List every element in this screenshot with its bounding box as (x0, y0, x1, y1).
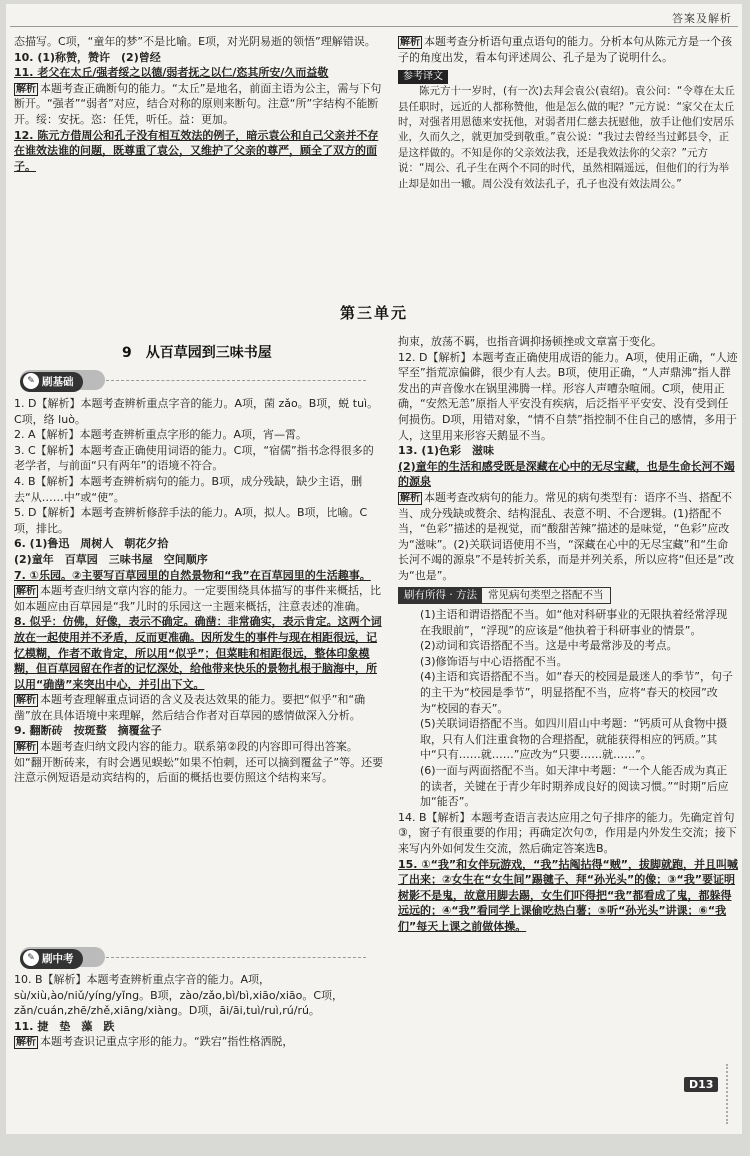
analysis-label: 解析 (16, 586, 36, 598)
method-box-label: 刷有所得 · 方法 (399, 588, 482, 604)
method-box-header (398, 587, 738, 605)
answer-text: 15. ①“我”和女伴玩游戏，“我”拈阄拈得“贼”，拔脚就跑，并且叫喊了出来；②女生在“女生间”踢毽子、拜“孙光头”的像；③“我”要证明树影不是鬼，故意用脚去踢，女生们吓得把“我”都看成了鬼，都躲得远远的；④“我”看同学上课偷吃热白薯；⑤听“孙光头”讲课；⑥“我们”每天上课之前做体操。 (398, 857, 739, 933)
answer-paragraph (14, 723, 384, 739)
answer-text: 本题考查理解重点词语的含义及表达效果的能力。要把“似乎”和“确凿”放在具体语境中来理解，然后结合作者对百草园的感情做深入分析。 (14, 693, 366, 722)
answer-text: (4)主语和宾语搭配不当。如“春天的校园是最迷人的季节”，句子的主干为“校园是季节”，明显搭配不当，应将“春天的校园”改为“校园的春天”。 (420, 670, 733, 715)
pencil-icon: ✎ (22, 372, 40, 390)
left-column-basic (14, 396, 384, 786)
answer-paragraph (14, 568, 384, 584)
analysis-label: 解析 (16, 742, 36, 754)
section-exam-label: 刷中考 (20, 949, 83, 969)
answer-paragraph (14, 443, 384, 474)
lesson-title: 9 从百草园到三味书屋 (122, 345, 272, 361)
answer-text: 11. 老父在太丘/强者绥之以德/弱者抚之以仁/恣其所安/久而益敬 (14, 66, 329, 80)
answer-paragraph (398, 763, 738, 810)
answer-paragraph (14, 972, 384, 1019)
section-basic-ribbon (20, 370, 105, 390)
answer-text: (3)修饰语与中心语搭配不当。 (420, 654, 568, 668)
section-exam-ribbon (20, 947, 105, 967)
answer-paragraph (14, 505, 384, 536)
answer-text: 4. B【解析】本题考查辨析病句的能力。B项，成分残缺，缺少主语，删去“从……中”或“使”。 (14, 474, 363, 504)
answer-text: 12. D【解析】本题考查正确使用成语的能力。A项，使用正确，“人迹罕至”指荒凉偏僻，很少有人去。B项，使用正确，“人声鼎沸”指人群发出的声音像水在锅里沸腾一样。形容人声嘈杂喧闹。C项，使用正确，“安然无恙”原指人平安没有疾病，后泛指平平安安、没有受到任何损伤。D项，用错对象，“情不自禁”指控制不住自己的感情，多用于人，这里用来形容天鹅显不当。 (398, 350, 738, 442)
answer-paragraph (398, 638, 738, 654)
answer-paragraph (14, 1019, 384, 1035)
answer-paragraph (14, 739, 384, 786)
analysis-label: 解析 (16, 695, 36, 707)
right-column-lower (398, 334, 738, 935)
answer-paragraph (14, 1034, 384, 1050)
answer-text: 9. 翻断砖 按斑蝥 摘覆盆子 (14, 724, 162, 738)
page-number: D13 (684, 1077, 718, 1092)
answer-paragraph (398, 654, 738, 670)
answer-text: 14. B【解析】本题考查语言表达应用之句子排序的能力。先确定首句③，窗子有很重要的作用；再确定次句⑦，作用是内外发生交流；接下来写内外如何发生交流，然后确定答案选B。 (398, 810, 737, 855)
answer-text: (2)童年的生活和感受既是深藏在心中的无尽宝藏，也是生命长河不竭的源泉 (398, 459, 735, 489)
answer-text: 本题考查识记重点字形的能力。“跌宕”指性格洒脱， (40, 1035, 294, 1049)
right-column-top (398, 34, 738, 192)
section-basic-label: 刷基础 (20, 372, 83, 392)
page (6, 4, 742, 1134)
unit-title: 第三单元 (339, 304, 408, 322)
answer-text: 本题考查归纳文段内容的能力。联系第②段的内容即可得出答案。如“翻开断砖来，有时会遇见蜈蚣”如果不怕刺，还可以摘到覆盆子”等。还要注意示例短语是动宾结构的，后面的概括也要仿照这个结构来写。 (14, 740, 384, 785)
analysis-label: 解析 (16, 1037, 36, 1049)
answer-paragraph (398, 716, 738, 763)
answer-text: (1)主语和谓语搭配不当。如“他对科研事业的无限执着经常浮现在我眼前”，“浮现”的应该是“他执着于科研事业的情景”。 (420, 608, 728, 637)
answer-text: 10. B【解析】本题考查辨析重点字音的能力。A项，sù/xiù,ào/niǔ/yíng/yǐng。B项，zào/zǎo,bì/bì,xiāo/xiāo。C项，zǎn/cuán,zhē/zhě,xiāng/xiàng。D项，āi/āi,tuì/ruì,rú/rú。 (14, 973, 344, 1018)
answer-paragraph (14, 692, 384, 723)
header-title: 答案及解析 (672, 12, 732, 25)
answer-text: 10. (1)称赞，赞许 (2)曾经 (14, 50, 161, 64)
page-edge-dots (726, 1064, 738, 1124)
answer-paragraph (14, 81, 384, 128)
answer-text: 8. 似乎：仿佛，好像，表示不确定。确凿：非常确实，表示肯定。这两个词放在一起使用并不矛盾，反而更准确。因所发生的事件与现在相距很远，记忆模糊，作者不敢肯定，所以用“似乎”；但菜畦和相距很远，整体印象模糊，但百草园留在作者的记忆深处，给他带来快乐的景物扎根于脑海中，所以用“确凿”来突出中心，并引出下文。 (14, 615, 382, 691)
answer-text: (2)动词和宾语搭配不当。这是中考最常涉及的考点。 (420, 639, 678, 653)
answer-paragraph (398, 459, 738, 490)
answer-text: (2)童年 百草园 三味书屋 空间顺序 (14, 552, 208, 566)
reference-translation-tag: 参考译文 (398, 70, 448, 84)
answer-paragraph (398, 490, 738, 584)
answer-paragraph (14, 427, 384, 443)
answer-paragraph (398, 443, 738, 459)
answer-paragraph (398, 607, 738, 638)
answer-text: 2. A【解析】本题考查辨析重点字形的能力。A项，宵—霄。 (14, 428, 308, 442)
answer-text: 12. 陈元方借周公和孔子没有相互效法的例子，暗示袁公和自己父亲并不存在谁效法谁的问题，既尊重了袁公，又维护了父亲的尊严，顾全了双方的面子。 (14, 128, 379, 173)
left-column-exam (14, 972, 384, 1050)
analysis-label: 解析 (400, 37, 420, 48)
answer-paragraph (14, 474, 384, 505)
answer-text: 本题考查归纳文章内容的能力。一定要围绕具体描写的事件来概括，比如本题应由百草园是“我”儿时的乐园这一主题来概括，注意表述的准确。 (14, 584, 381, 613)
answer-text: 拘束，放荡不羁，也指音调抑扬顿挫或文章富于变化。 (398, 335, 662, 348)
answer-paragraph (398, 350, 738, 444)
answer-text: 6. (1)鲁迅 周树人 朝花夕拾 (14, 537, 169, 551)
answer-paragraph (14, 552, 384, 568)
method-box-title: 常见病句类型之搭配不当 (488, 588, 604, 601)
analysis-label: 解析 (400, 492, 420, 504)
answer-text: 1. D【解析】本题考查辨析重点字音的能力。A项，菌 zǎo。B项，蜕 tuì。C项，络 luò。 (14, 397, 379, 426)
answer-paragraph (14, 536, 384, 552)
analysis-label: 解析 (16, 83, 36, 95)
answer-text: 11. 捷 垫 藻 跌 (14, 1019, 115, 1033)
answer-text: 本题考查改病句的能力。常见的病句类型有：语序不当、搭配不当、成分残缺或赘余、结构混乱、表意不明、不合逻辑。(1)搭配不当，“色彩”描述的是视觉，而“酸甜苦辣”描述的是味觉，“色彩”应改为“滋味”。(2)关联词语使用不当，“深藏在心中的无尽宝藏”和“生命长河不竭的源泉”不是转折关系，而是并列关系，所以应将“但还是”改为“也是”。 (398, 490, 735, 582)
reference-translation-text: 陈元方十一岁时，(有一次)去拜会袁公(袁绍)。袁公问：“令尊在太丘县任职时，远近的人都称赞他，他是怎么做的呢？”元方说：“家父在太丘时，对强者用恩德来安抚他，对弱者用仁慈去抚慰他，放手让他们安居乐业，久而久之，就更加受到敬重。”袁公说：“我过去曾经当过邺县令，正是这样做的。不知是你的父亲效法我，还是我效法你的父亲？”元方说：“周公、孔子生在两个不同的时代，虽然相隔遥远，但他们的行为举止却是如出一辙。周公没有效法孔子，孔子也没有效法周公。” (398, 85, 735, 190)
answer-paragraph (14, 396, 384, 427)
section-basic-divider (106, 380, 366, 381)
answer-paragraph (398, 857, 738, 935)
answer-paragraph (14, 614, 384, 692)
answer-text: 本题考查正确断句的能力。“太丘”是地名，前面主语为公主，需与下句断开。“强者”“弱者”对应，结合对称的原则来断句。注意“所”字结构不能断开。绥：安抚。恣：任凭，听任。益：更加。 (14, 81, 382, 126)
answer-text: (5)关联词语搭配不当。如四川眉山中考题：“钙质可从食物中摄取，只有人们注重食物的合理搭配，就能获得相应的钙质。”其中“只有……就……”应改为“只要……就……”。 (420, 717, 728, 762)
left-column-top (14, 34, 384, 174)
answer-paragraph (398, 810, 738, 857)
answer-paragraph (14, 128, 384, 175)
answer-paragraph (14, 583, 384, 614)
answer-text: (6)一面与两面搭配不当。如天津中考题：“一个人能否成为真正的读者，关键在于青少年时期养成良好的阅读习惯。”“时期”后应加“能否”。 (420, 764, 729, 809)
answer-paragraph (398, 334, 738, 350)
answer-paragraph (14, 65, 384, 81)
header-rule (10, 26, 738, 27)
answer-text: 13. (1)色彩 滋味 (398, 444, 495, 458)
answer-text: 7. ①乐园。②主要写百草园里的自然景物和“我”在百草园里的生活趣事。 (14, 568, 371, 582)
answer-paragraph (14, 34, 384, 50)
pencil-icon: ✎ (22, 949, 40, 967)
method-box (398, 587, 611, 605)
answer-paragraph (398, 669, 738, 716)
analysis-text: 本题考查分析语句重点语句的能力。分析本句从陈元方是一个孩子的角度出发，看本句评述周公、孔子是为了说明什么。 (398, 35, 732, 64)
section-exam-divider (106, 957, 366, 958)
answer-text: 5. D【解析】本题考查辨析修辞手法的能力。A项，拟人。B项，比喻。C项，排比。 (14, 506, 368, 535)
answer-text: 3. C【解析】本题考查正确使用词语的能力。C项，“宿儒”指书念得很多的老学者，与前面“只有两年”的语境不符合。 (14, 443, 374, 473)
answer-text: 态描写。C项，“童年的梦”不是比喻。E项，对光阴易逝的领悟”理解错误。 (14, 35, 376, 48)
answer-paragraph (14, 50, 384, 66)
